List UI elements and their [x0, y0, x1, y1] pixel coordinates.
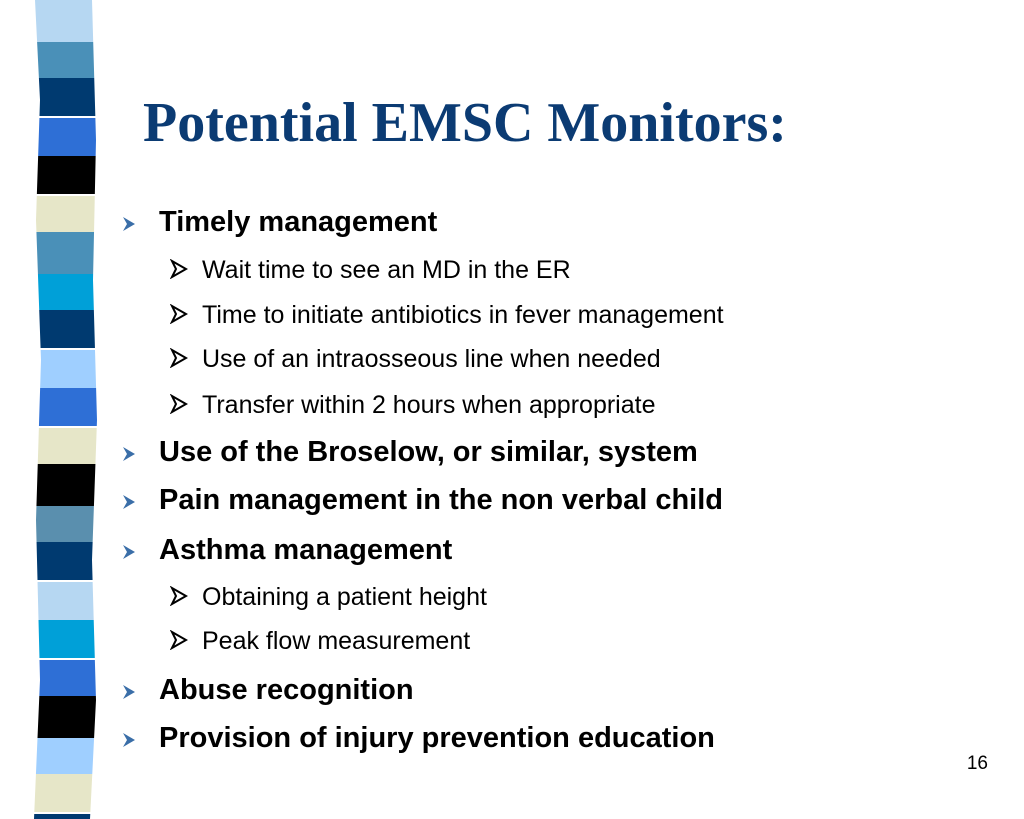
sub-bullet-text: Obtaining a patient height	[202, 583, 487, 611]
page-number: 16	[966, 753, 988, 774]
chevron-bullet-icon	[170, 255, 202, 285]
slide-title: Potential EMSC Monitors:	[143, 92, 787, 154]
bullet-text: Use of the Broselow, or similar, system	[159, 436, 698, 468]
chevron-bullet-icon	[170, 582, 202, 612]
sub-bullet-item	[170, 255, 571, 285]
sub-bullet-text: Use of an intraosseous line when needed	[202, 345, 661, 373]
bullet-item	[118, 721, 715, 758]
chevron-bullet-icon	[170, 300, 202, 330]
bullet-text: Pain management in the non verbal child	[159, 484, 723, 516]
chevron-bullet-icon	[170, 344, 202, 374]
sub-bullet-item	[170, 344, 661, 374]
bullet-item	[118, 673, 414, 710]
sub-bullet-item	[170, 300, 724, 330]
sub-bullet-item	[170, 390, 655, 420]
arrow-bullet-icon	[118, 676, 159, 710]
sub-bullet-item	[170, 582, 487, 612]
bullet-text: Asthma management	[159, 534, 453, 566]
bullet-item	[118, 435, 698, 472]
arrow-bullet-icon	[118, 208, 159, 242]
bullet-item	[118, 205, 437, 242]
bullet-text: Abuse recognition	[159, 674, 414, 706]
arrow-bullet-icon	[118, 438, 159, 472]
bullet-text: Timely management	[159, 206, 438, 238]
arrow-bullet-icon	[118, 486, 159, 520]
bullet-item	[118, 533, 452, 570]
bullet-text: Provision of injury prevention education	[159, 722, 715, 754]
chevron-bullet-icon	[170, 390, 202, 420]
sub-bullet-text: Transfer within 2 hours when appropriate	[202, 391, 656, 419]
arrow-bullet-icon	[118, 724, 159, 758]
sub-bullet-text: Wait time to see an MD in the ER	[202, 256, 571, 284]
sub-bullet-text: Peak flow measurement	[202, 627, 471, 655]
bullet-item	[118, 483, 723, 520]
sub-bullet-text: Time to initiate antibiotics in fever management	[202, 301, 724, 329]
chevron-bullet-icon	[170, 626, 202, 656]
arrow-bullet-icon	[118, 536, 159, 570]
sub-bullet-item	[170, 626, 470, 656]
